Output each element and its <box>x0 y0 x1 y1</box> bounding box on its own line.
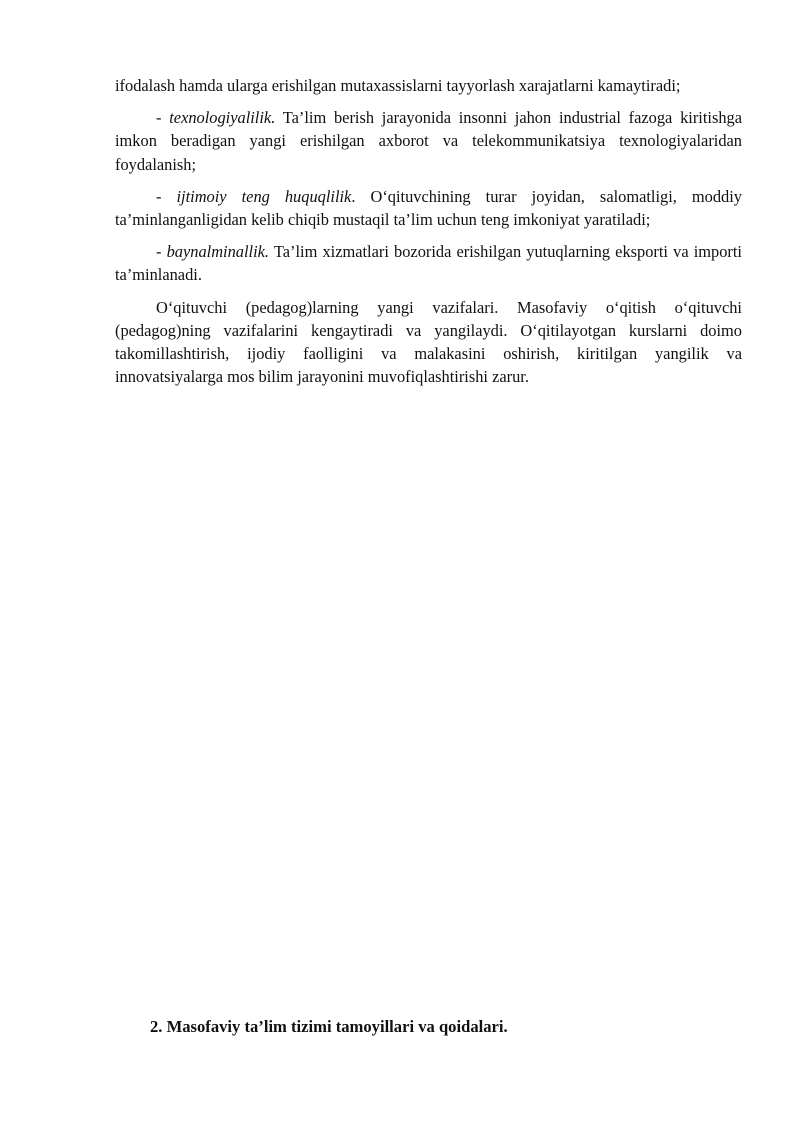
section-heading: 2. Masofaviy ta’lim tizimi tamoyillari va qoidalari. <box>150 1017 508 1036</box>
italic-term: texnologiyalilik. <box>169 108 276 128</box>
paragraph-text: O‘qituvchi (pedagog)larning yangi vazifalari. Masofaviy o‘qitish o‘qituvchi (pedagog)ning vazifalarini kengaytiradi va yangilaydi. O‘qitilayotgan kurslarni doimo takomillashtirish, ijodiy faolligini va malakasini oshirish, kiritilgan yangilik va innovatsiyalarga mos bilim jarayonini muvofiqlashtirishi zarur. <box>115 297 742 387</box>
italic-term: ijtimoiy teng huquqlilik <box>176 186 352 206</box>
italic-term: baynalminallik. <box>166 242 270 262</box>
paragraph-texnologiyalilik <box>115 106 742 176</box>
paragraph-text: . O‘qituvchining turar joyidan, salomatligi, moddiy ta’minlanganligidan kelib chiqib mustaqil ta’lim uchun teng imkoniyat yaratiladi; <box>115 186 742 230</box>
list-dash: - <box>156 108 170 128</box>
paragraph-text: ifodalash hamda ularga erishilgan mutaxassislarni tayyorlash xarajatlarni kamaytiradi; <box>115 76 681 95</box>
list-dash: - <box>156 186 177 206</box>
paragraph-ijtimoiy-teng-huquqlilik <box>115 185 742 231</box>
paragraph-baynalminallik <box>115 240 742 286</box>
list-dash: - <box>156 242 167 262</box>
document-body <box>115 74 742 397</box>
paragraph-oqituvchi-vazifalari <box>115 296 742 389</box>
paragraph-text: Ta’lim xizmatlari bozorida erishilgan yutuqlarning eksporti va importi ta’minlanadi. <box>115 242 742 285</box>
paragraph-text: Ta’lim berish jarayonida insonni jahon industrial fazoga kiritishga imkon beradigan yangi erishilgan axborot va telekommunikatsiya texnologiyalaridan foydalanish; <box>115 108 742 174</box>
paragraph-continuation <box>115 74 742 97</box>
